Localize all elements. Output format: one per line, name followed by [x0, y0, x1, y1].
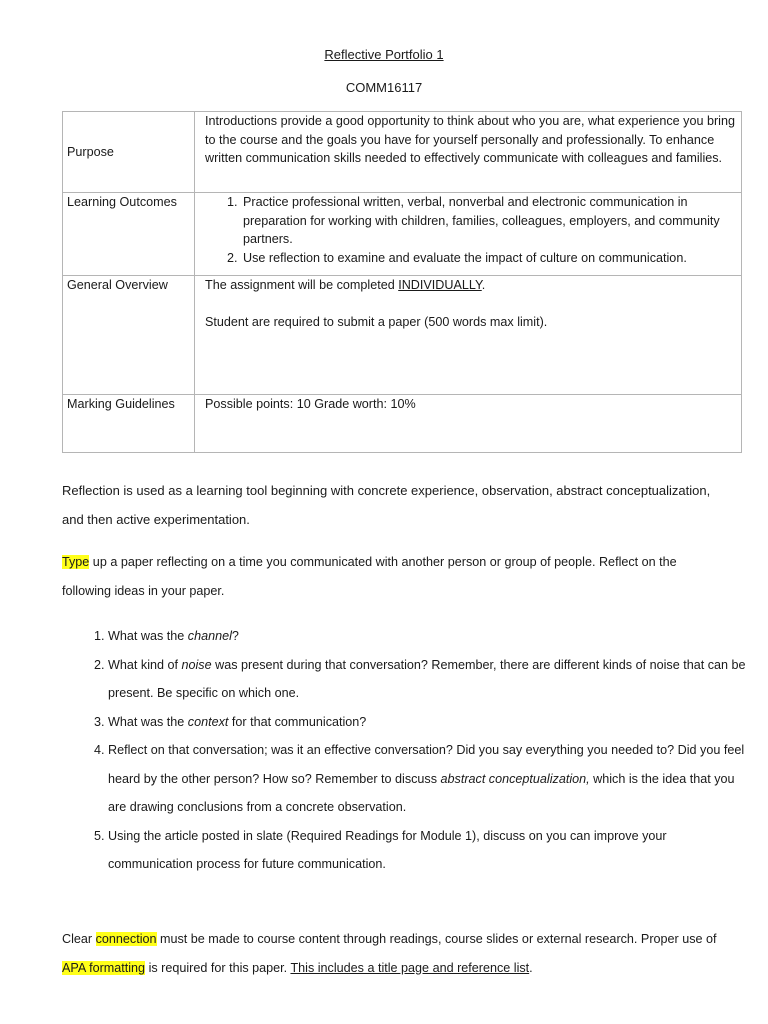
- marking-guidelines-text: Possible points: 10 Grade worth: 10%: [195, 395, 742, 453]
- assignment-info-table: [62, 111, 742, 453]
- course-code: COMM16117: [345, 80, 423, 95]
- marking-guidelines-label: Marking Guidelines: [63, 395, 195, 453]
- purpose-text: Introductions provide a good opportunity to think about who you are, what experience you bring to the course and the goals you have for yourself personally and professionally. To enhance written communication skills needed to effectively communicate with colleagues and families.: [195, 112, 742, 193]
- reflection-questions-list: [62, 622, 748, 879]
- type-highlight: Type: [62, 555, 90, 569]
- learning-outcomes-list: [205, 193, 735, 267]
- learning-outcome-item: 1. Practice professional written, verbal, nonverbal and electronic communication in preparation for working with children, families, colleagues, employers, and community partners.: [241, 193, 735, 249]
- connection-highlight: connection: [95, 932, 157, 946]
- question-item: 3. What was the context for that communication?: [108, 708, 748, 737]
- instructions-paragraph: Type up a paper reflecting on a time you communicated with another person or group of people. Reflect on the following ideas in your paper.: [62, 555, 677, 598]
- table-row-purpose: [63, 112, 742, 193]
- general-overview-content: [195, 276, 742, 395]
- overview-paper-line: Student are required to submit a paper (500 words max limit).: [205, 314, 548, 329]
- closing-paragraph: Clear connection must be made to course content through readings, course slides or external research. Proper use of APA formatting is required for this paper. This includes a title page and reference list.: [62, 932, 717, 975]
- learning-outcomes-content: [195, 193, 742, 276]
- individually-emphasis: INDIVIDUALLY: [398, 278, 482, 292]
- table-row-marking-guidelines: [63, 395, 742, 453]
- apa-formatting-highlight: APA formatting: [62, 960, 146, 975]
- learning-outcomes-label: Learning Outcomes: [63, 193, 195, 276]
- question-item: 5. Using the article posted in slate (Required Readings for Module 1), discuss on you can improve your communication process for future communication.: [108, 822, 748, 879]
- question-item: 4. Reflect on that conversation; was it an effective conversation? Did you say everything you needed to? Did you feel heard by the other person? How so? Remember to discuss abstract conceptualization, which is the idea that you are drawing conclusions from a concrete observation.: [108, 736, 748, 822]
- overview-individual-line: The assignment will be completed INDIVIDUALLY.: [205, 278, 486, 292]
- table-row-general-overview: [63, 276, 742, 395]
- learning-outcome-item: 2. Use reflection to examine and evaluate the impact of culture on communication.: [241, 249, 735, 268]
- question-item: 2. What kind of noise was present during that conversation? Remember, there are different kinds of noise that can be present. Be specific on which one.: [108, 651, 748, 708]
- purpose-label: Purpose: [63, 112, 195, 193]
- reflection-intro: Reflection is used as a learning tool beginning with concrete experience, observation, abstract conceptualization, and then active experimentation.: [62, 483, 711, 527]
- general-overview-label: General Overview: [63, 276, 195, 395]
- title-page-requirement: This includes a title page and reference list: [290, 960, 530, 975]
- table-row-learning-outcomes: [63, 193, 742, 276]
- question-item: 1. What was the channel?: [108, 622, 748, 651]
- document-title: Reflective Portfolio 1: [324, 47, 444, 62]
